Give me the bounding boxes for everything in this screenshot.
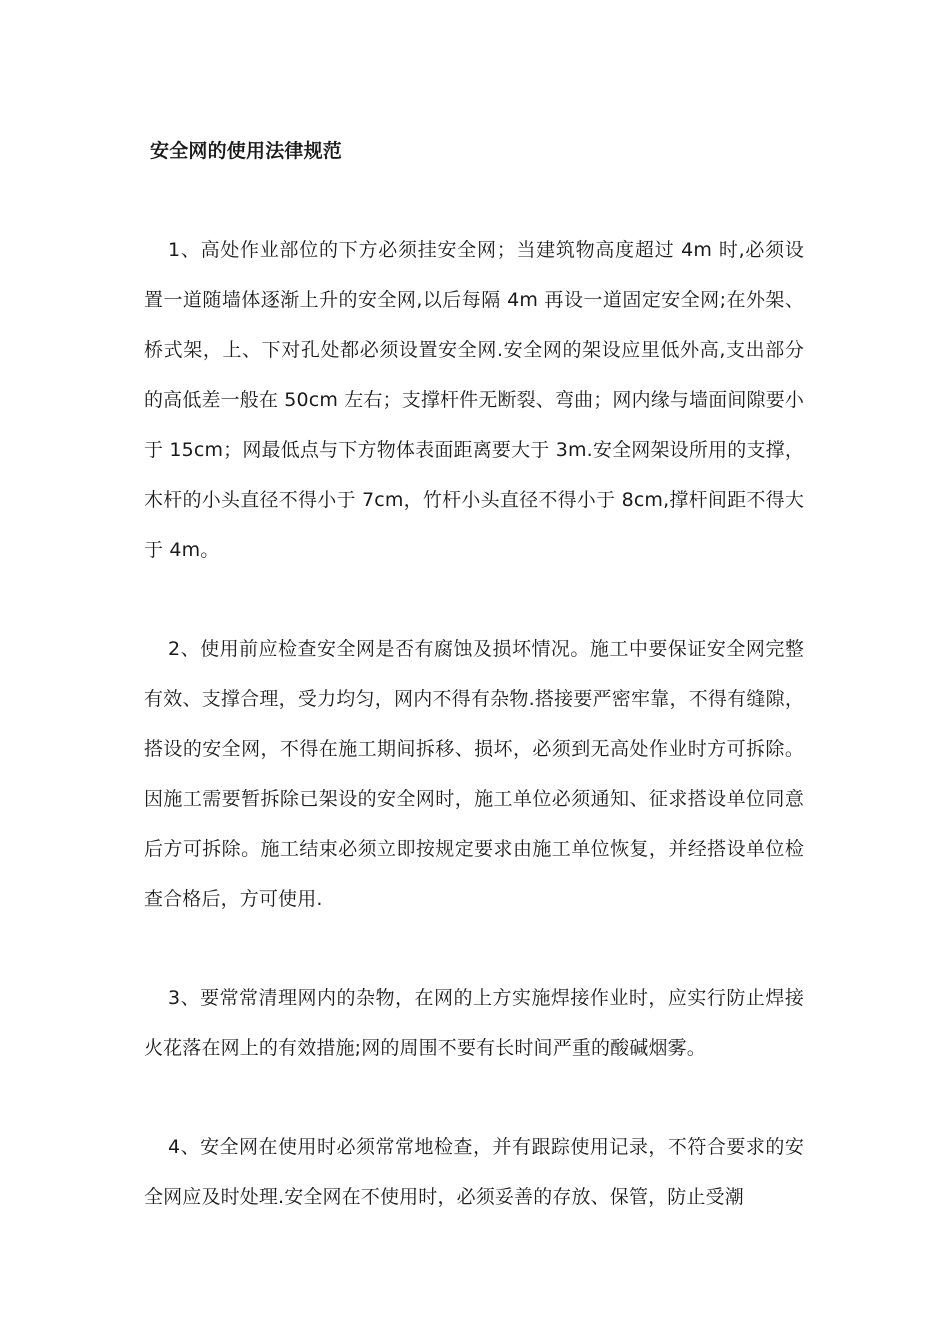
document-title: 安全网的使用法律规范 — [150, 140, 343, 162]
paragraph-3: 3、要常常清理网内的杂物，在网的上方实施焊接作业时，应实行防止焊接火花落在网上的有效措施;网的周围不要有长时间严重的酸碱烟雾。 — [144, 987, 804, 1059]
paragraph-2: 2、使用前应检查安全网是否有腐蚀及损坏情况。施工中要保证安全网完整有效、支撑合理，受力均匀，网内不得有杂物.搭接要严密牢靠，不得有缝隙，搭设的安全网，不得在施工期间拆移、损坏，必须到无高处作业时方可拆除。因施工需要暂拆除已架设的安全网时，施工单位必须通知、征求搭设单位同意后方可拆除。施工结束必须立即按规定要求由施工单位恢复，并经搭设单位检查合格后，方可使用. — [144, 638, 804, 910]
paragraph-4: 4、安全网在使用时必须常常地检查，并有跟踪使用记录，不符合要求的安全网应及时处理.安全网在不使用时，必须妥善的存放、保管，防止受潮 — [144, 1136, 804, 1208]
paragraph-1: 1、高处作业部位的下方必须挂安全网；当建筑物高度超过 4m 时,必须设置一道随墙体逐渐上升的安全网,以后每隔 4m 再设一道固定安全网;在外架、桥式架，上、下对孔处都必须设置安全网.安全网的架设应里低外高,支出部分的高低差一般在 50cm 左右；支撑杆件无断裂、弯曲；网内缘与墙面间隙要小于 15cm；网最低点与下方物体表面距离要大于 3m.安全网架设所用的支撑，木杆的小头直径不得小于 7cm，竹杆小头直径不得小于 8cm,撑杆间距不得大于 4m。 — [144, 239, 804, 561]
